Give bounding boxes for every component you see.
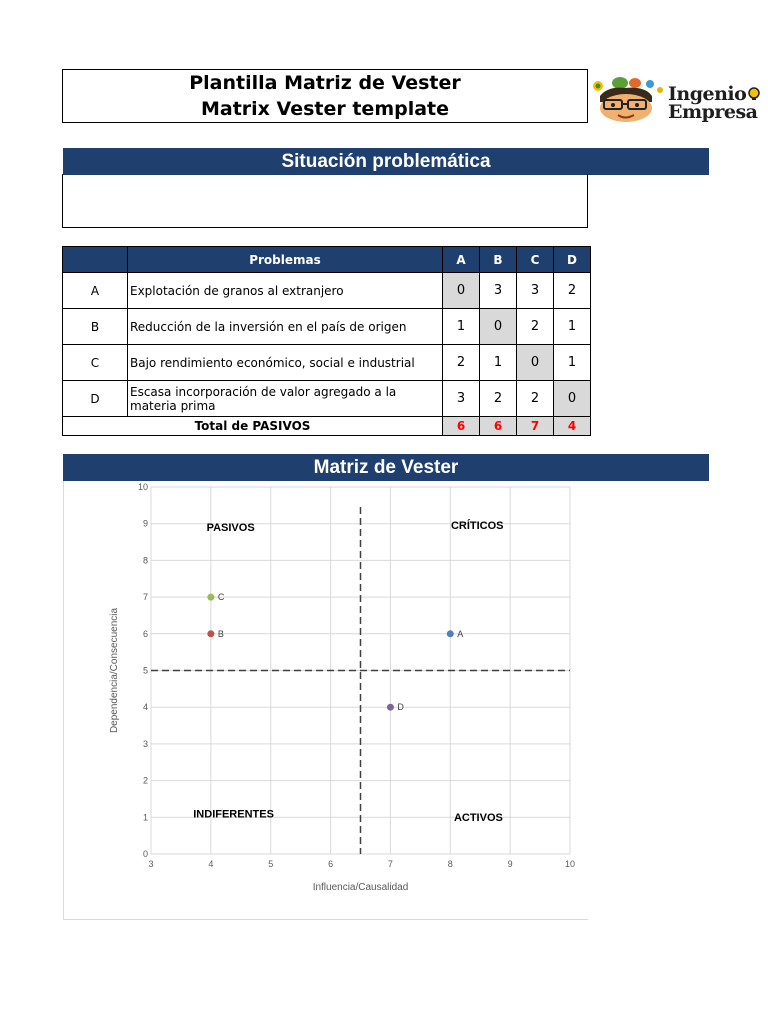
total-row: [63, 417, 591, 436]
row-description[interactable]: Explotación de granos al extranjero: [128, 273, 443, 309]
data-point-label: B: [217, 628, 224, 639]
value-cell[interactable]: 0: [554, 381, 591, 417]
value-cell[interactable]: 1: [443, 309, 480, 345]
data-point-label: C: [217, 592, 225, 603]
y-tick-label: 6: [142, 628, 148, 639]
cartoon-face-icon: [590, 72, 670, 124]
value-cell[interactable]: 1: [480, 345, 517, 381]
data-point-label: A: [457, 628, 464, 639]
data-point: [207, 594, 214, 601]
col-header-a: A: [443, 247, 480, 273]
problemas-header: Problemas: [128, 247, 443, 273]
row-description[interactable]: Bajo rendimiento económico, social e industrial: [128, 345, 443, 381]
data-point: [447, 630, 454, 637]
title-english: Matrix Vester template: [200, 98, 450, 120]
table-row: [63, 309, 591, 345]
y-tick-label: 2: [142, 775, 148, 786]
x-tick-label: 8: [447, 859, 453, 869]
col-header-d: D: [554, 247, 591, 273]
value-cell[interactable]: 3: [517, 273, 554, 309]
col-header-b: B: [480, 247, 517, 273]
table-row: [63, 273, 591, 309]
total-value: 4: [554, 417, 591, 436]
row-description[interactable]: Reducción de la inversión en el país de origen: [128, 309, 443, 345]
lightbulb-icon: [747, 87, 761, 101]
total-value: 7: [517, 417, 554, 436]
x-tick-label: 7: [387, 859, 393, 869]
value-cell[interactable]: 3: [443, 381, 480, 417]
value-cell[interactable]: 1: [554, 309, 591, 345]
y-axis-title: Dependencia/Consecuencia: [109, 607, 120, 734]
situacion-header: Situación problemática: [63, 148, 709, 175]
y-tick-label: 1: [142, 812, 148, 823]
logo-text-line2: Empresa: [668, 101, 758, 123]
table-row: [63, 345, 591, 381]
value-cell[interactable]: 2: [517, 309, 554, 345]
title-spanish: Plantilla Matriz de Vester: [189, 72, 461, 94]
x-tick-label: 3: [148, 859, 154, 869]
row-letter: D: [63, 381, 128, 417]
title-box: [62, 69, 588, 123]
value-cell[interactable]: 0: [443, 273, 480, 309]
y-tick-label: 8: [142, 555, 148, 566]
y-tick-label: 9: [142, 518, 148, 529]
value-cell[interactable]: 2: [443, 345, 480, 381]
row-description[interactable]: Escasa incorporación de valor agregado a la materia prima: [128, 381, 443, 417]
y-tick-label: 7: [142, 592, 148, 603]
table-row: [63, 381, 591, 417]
row-letter: A: [63, 273, 128, 309]
chart-header: Matriz de Vester: [63, 454, 709, 481]
quadrant-label-activos: ACTIVOS: [453, 811, 503, 824]
total-value: 6: [443, 417, 480, 436]
ingenio-empresa-logo: [590, 72, 765, 124]
situacion-text-box[interactable]: [62, 174, 588, 228]
logo-text-line1: Ingenio: [668, 83, 747, 105]
x-tick-label: 6: [328, 859, 334, 869]
value-cell[interactable]: 3: [480, 273, 517, 309]
col-header-c: C: [517, 247, 554, 273]
x-tick-label: 9: [507, 859, 513, 869]
x-tick-label: 4: [208, 859, 214, 869]
quadrant-label-criticos: CRÍTICOS: [450, 520, 504, 533]
value-cell[interactable]: 2: [554, 273, 591, 309]
x-axis-title: Influencia/Causalidad: [312, 882, 409, 893]
value-cell[interactable]: 0: [517, 345, 554, 381]
data-point-label: D: [397, 702, 404, 713]
y-tick-label: 3: [142, 738, 148, 749]
table-corner-cell: [63, 247, 128, 273]
quadrant-label-indiferentes: INDIFERENTES: [193, 808, 274, 821]
total-value: 6: [480, 417, 517, 436]
value-cell[interactable]: 0: [480, 309, 517, 345]
row-letter: C: [63, 345, 128, 381]
row-letter: B: [63, 309, 128, 345]
total-label: Total de PASIVOS: [63, 417, 443, 436]
value-cell[interactable]: 1: [554, 345, 591, 381]
x-tick-label: 5: [268, 859, 274, 869]
data-point: [387, 704, 394, 711]
y-tick-label: 5: [142, 665, 148, 676]
vester-chart: [63, 481, 593, 921]
value-cell[interactable]: 2: [480, 381, 517, 417]
problems-table: [62, 246, 591, 436]
x-tick-label: 10: [564, 859, 576, 869]
quadrant-label-pasivos: PASIVOS: [206, 522, 255, 535]
data-point: [207, 630, 214, 637]
y-tick-label: 10: [137, 482, 148, 492]
y-tick-label: 0: [142, 849, 148, 859]
value-cell[interactable]: 2: [517, 381, 554, 417]
y-tick-label: 4: [142, 702, 148, 713]
